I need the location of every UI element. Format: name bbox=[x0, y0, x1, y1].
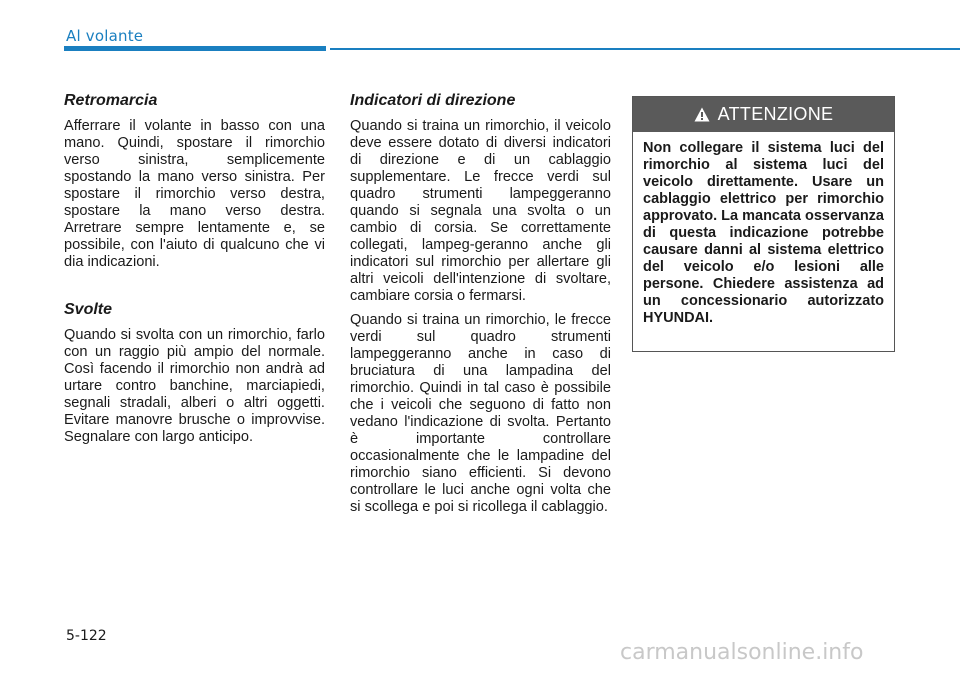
watermark: carmanualsonline.info bbox=[620, 640, 864, 665]
section-title: Al volante bbox=[66, 27, 144, 45]
svolte-text: Quando si svolta con un rimorchio, farlo con un raggio più ampio del normale. Così facendo il rimorchio non andrà ad urtare contro banchine, marciapiedi, segnali stradali, alberi o altri oggetti. Evitare manovre brusche o improvvise. Segnalare con largo anticipo. bbox=[64, 327, 325, 445]
warning-box bbox=[632, 96, 895, 352]
indicatori-heading: Indicatori di direzione bbox=[350, 92, 516, 109]
warning-text: Non collegare il sistema luci del rimorchio al sistema luci del veicolo direttamente. Usare un cablaggio elettrico per rimorchio approvato. La mancata osservanza di questa indicazione potrebbe causare danni al sistema elettrico del veicolo e/o lesioni alle persone. Chiedere assistenza ad un concessionario autorizzato HYUNDAI. bbox=[643, 140, 884, 326]
warning-header bbox=[633, 97, 894, 132]
left-column bbox=[64, 92, 325, 446]
middle-column bbox=[350, 92, 611, 516]
warning-title: ATTENZIONE bbox=[717, 104, 834, 124]
header-rule-thin bbox=[330, 48, 960, 50]
header-rule-thick bbox=[64, 46, 326, 51]
retromarcia-heading: Retromarcia bbox=[64, 92, 158, 109]
svolte-heading: Svolte bbox=[64, 301, 113, 318]
indicatori-paragraph-2: Quando si traina un rimorchio, le frecce verdi sul quadro strumenti lampeggeranno anche in caso di bruciatura di una lampadina del rimorchio. Quindi in tal caso è possibile che i veicoli che seguono di fatto non vedano l'indicazione di svolta. Pertanto è importante controllare occasionalmente che le lampadine del rimorchio siano efficienti. Si devono controllare le luci anche ogni volta che si scollega e poi si ricollega il cablaggio. bbox=[350, 312, 611, 515]
page-number: 5-122 bbox=[66, 628, 107, 644]
indicatori-paragraph-1: Quando si traina un rimorchio, il veicolo deve essere dotato di diversi indicatori di direzione e di un cablaggio supplementare. Le frecce verdi sul quadro strumenti lampeggeranno quando si segnala una svolta o un cambio di corsia. Se correttamente collegati, lampeg-geranno anche gli indicatori sul rimorchio per allertare gli altri veicoli dell'intenzione di svoltare, cambiare corsia o fermarsi. bbox=[350, 118, 611, 304]
retromarcia-text: Afferrare il volante in basso con una mano. Quindi, spostare il rimorchio verso sinistra, semplicemente spostando la mano verso sinistra. Per spostare il rimorchio verso destra, spostare la mano verso destra. Arretrare sempre lentamente e, se possibile, con l'aiuto di qualcuno che vi dia indicazioni. bbox=[64, 118, 325, 270]
warning-triangle-icon bbox=[694, 107, 710, 122]
